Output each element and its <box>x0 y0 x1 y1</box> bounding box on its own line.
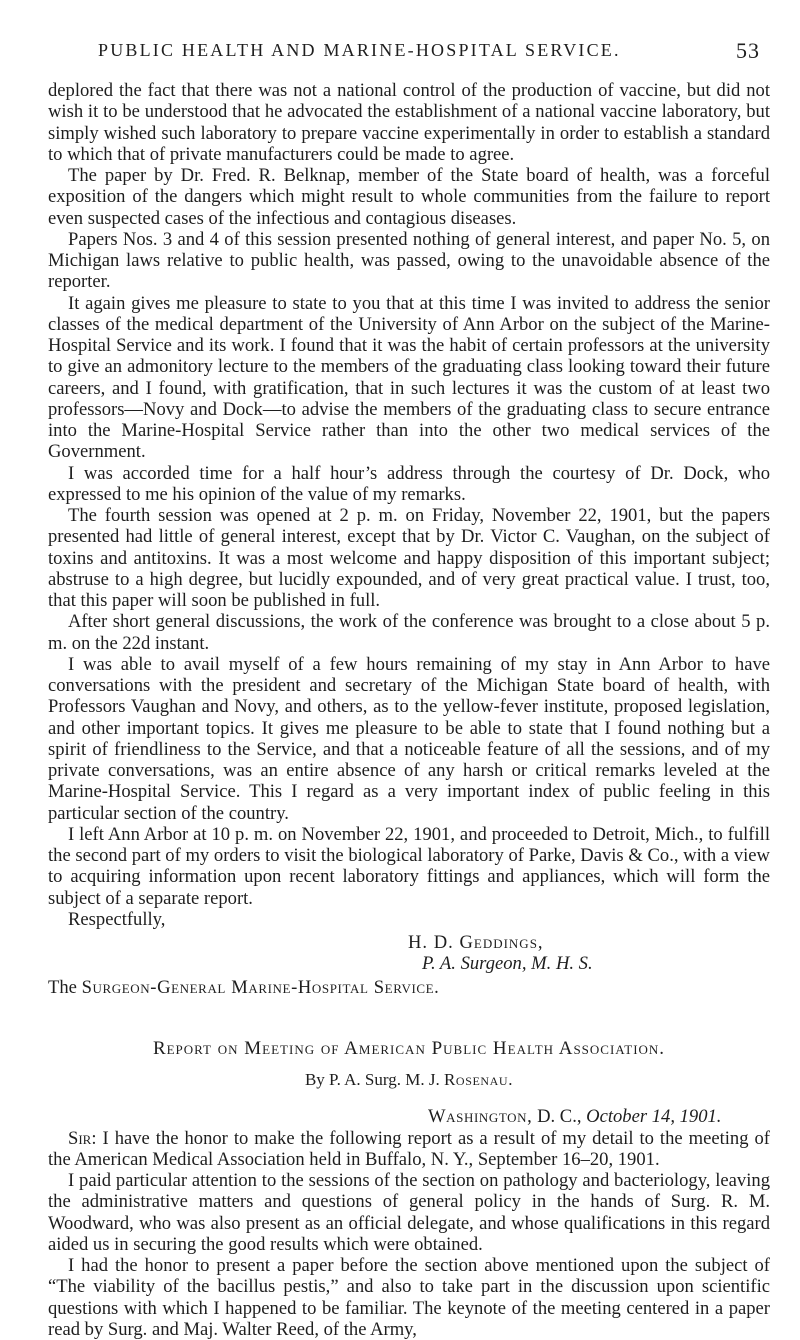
addressee-prefix: The <box>48 976 77 998</box>
dateline-state: D. C., <box>537 1106 582 1128</box>
page-number: 53 <box>736 38 760 63</box>
paragraph: After short general discussions, the work of the conference was brought to a close about 5 p. m. on the 22d instant. <box>48 611 770 654</box>
running-header <box>98 40 760 66</box>
addressee <box>48 977 770 998</box>
paragraph: I paid particular attention to the sessions of the section on pathology and bacteriology, leaving the administrative matters and questions of general policy in the hands of Surg. R. M. Woodward, who was also present as an official delegate, and whose qualifications in this regard aided us in securing the good results which were obtained. <box>48 1170 770 1255</box>
signature-block <box>48 932 770 975</box>
dateline <box>48 1106 770 1127</box>
signature-title: P. A. Surgeon, M. H. S. <box>422 953 593 975</box>
paragraph: I was accorded time for a half hour’s address through the courtesy of Dr. Dock, who expressed to me his opinion of the value of my remarks. <box>48 462 770 505</box>
paragraph: The fourth session was opened at 2 p. m. on Friday, November 22, 1901, but the papers presented had little of general interest, except that by Dr. Victor C. Vaughan, on the subject of toxins and antitoxins. It was a most welcome and happy disposition of this important subject; abstruse to a high degree, but lucidly expounded, and of very great practical value. I trust, too, that this paper will soon be published in full. <box>48 505 770 611</box>
paragraph: deplored the fact that there was not a national control of the production of vaccine, but did not wish it to be understood that he advocated the establishment of a national vaccine laboratory, but simply wished such laboratory to prepare vaccine experimentally in order to establish a standard to which that of private manufacturers could be made to agree. <box>48 80 770 165</box>
byline-name: Rosenau. <box>443 1070 514 1089</box>
closing: Respectfully, <box>68 908 166 930</box>
paragraph: I was able to avail myself of a few hours remaining of my stay in Ann Arbor to have conversations with the president and secretary of the Michigan State board of health, with Professors Vaughan and Novy, and others, as to the yellow-fever institute, proposed legislation, and other important topics. It gives me pleasure to be able to state that I found nothing but a spirit of friendliness to the Service, and that a noticeable feature of all the sessions, and of my private conversations, was an entire absence of any harsh or critical remarks leveled at the Marine-Hospital Service. This I regard as a very important index of public feeling in this particular section of the country. <box>48 653 770 824</box>
paragraph-text: I have the honor to make the following report as a result of my detail to the meeting of the American Medical Association held in Buffalo, N. Y., September 16–20, 1901. <box>48 1127 770 1170</box>
signature-name: H. D. Geddings, <box>408 932 544 953</box>
dateline-date: October 14, 1901. <box>586 1106 722 1128</box>
dateline-city: Washington, <box>428 1106 533 1128</box>
paragraph: Papers Nos. 3 and 4 of this session presented nothing of general interest, and paper No. 5, on Michigan laws relative to public health, was passed, owing to the unavoidable absence of the reporter. <box>48 228 770 293</box>
report-heading: Report on Meeting of American Public Health Association. <box>152 1037 666 1059</box>
salutation: Sir: <box>68 1127 97 1149</box>
byline-prefix: By P. A. Surg. M. J. <box>304 1070 440 1089</box>
paragraph <box>48 1128 770 1171</box>
running-title: PUBLIC HEALTH AND MARINE-HOSPITAL SERVICE. <box>98 40 621 60</box>
paragraph: I had the honor to present a paper before the section above mentioned upon the subject of “The viability of the bacillus pestis,” and also to take part in the discussion upon scientific questions with which I happened to be familiar. The keynote of the meeting centered in a paper read by Surg. and Maj. Walter Reed, of the Army, <box>48 1255 770 1340</box>
paragraph: The paper by Dr. Fred. R. Belknap, member of the State board of health, was a forceful exposition of the dangers which might result to whole communities from the failure to report even suspected cases of the infectious and contagious diseases. <box>48 165 770 229</box>
addressee-title: Surgeon-General Marine-Hospital Service. <box>81 976 440 998</box>
byline <box>48 1069 770 1090</box>
paragraph: I left Ann Arbor at 10 p. m. on November 22, 1901, and proceeded to Detroit, Mich., to fulfill the second part of my orders to visit the biological laboratory of Parke, Davis & Co., with a view to acquiring information upon recent laboratory fittings and appliances, which will form the subject of a separate report. <box>48 823 770 909</box>
paragraph: It again gives me pleasure to state to you that at this time I was invited to address the senior classes of the medical department of the University of Ann Arbor on the subject of the Marine-Hospital Service and its work. I found that it was the habit of certain professors at the university to give an admonitory lecture to the members of the graduating class looking toward their future careers, and I found, with gratification, that in such lectures it was the custom of at least two professors—Novy and Dock—to advise the members of the graduating class to secure entrance into the Marine-Hospital Service rather than into the other two medical services of the Government. <box>48 292 770 463</box>
body-text <box>48 80 770 1340</box>
